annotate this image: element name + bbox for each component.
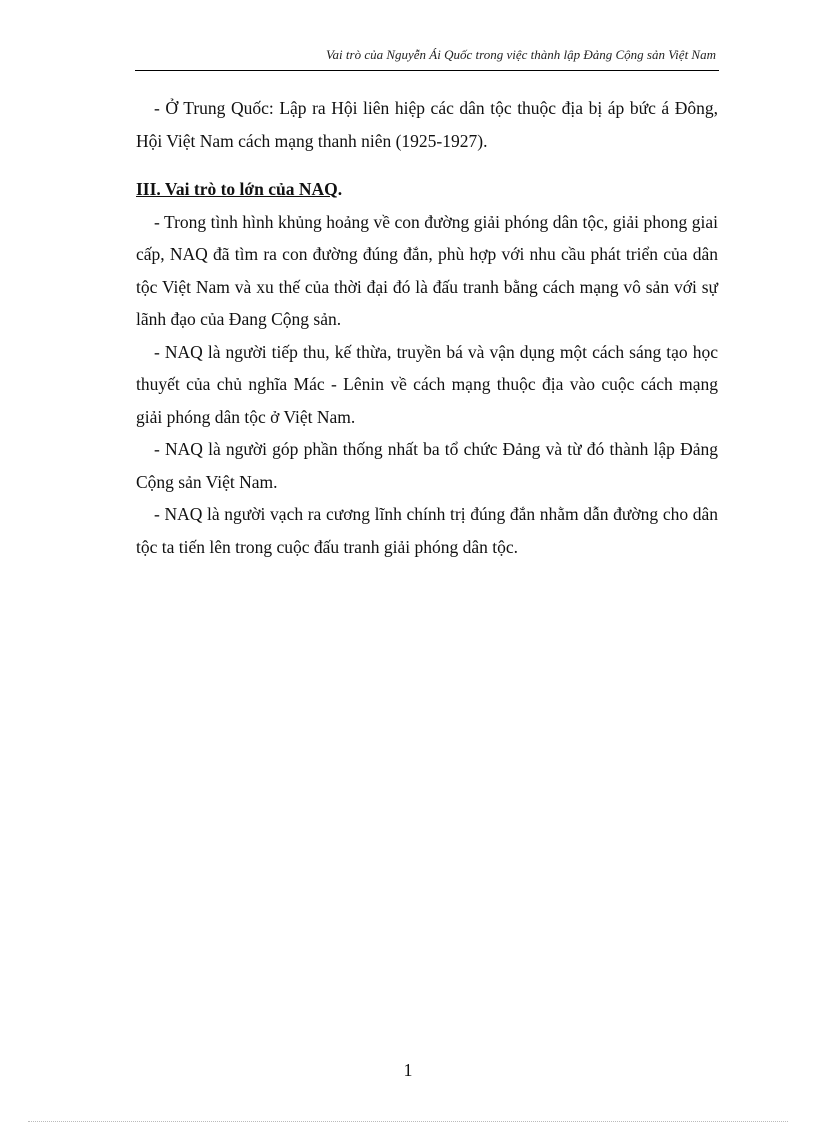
section-heading: [136, 173, 718, 206]
section-heading-text: III. Vai trò to lớn của NAQ: [136, 179, 338, 199]
paragraph-marxism-leninism: - NAQ là người tiếp thu, kế thừa, truyền bá và vận dụng một cách sáng tạo học thuyết của chủ nghĩa Mác - Lênin về cách mạng thuộc địa vào cuộc cách mạng giải phóng dân tộc ở Việt Nam.: [136, 341, 718, 427]
intro-paragraph: - Ở Trung Quốc: Lập ra Hội liên hiệp các dân tộc thuộc địa bị áp bức á Đông, Hội Việt Nam cách mạng thanh niên (1925-1927).: [136, 98, 718, 151]
page-bottom-border: [28, 1121, 788, 1122]
running-header: Vai trò của Nguyễn Ái Quốc trong việc thành lập Đảng Cộng sản Việt Nam: [326, 47, 716, 62]
section-heading-period: .: [337, 179, 343, 199]
header-rule: [135, 70, 719, 71]
paragraph-political-platform: - NAQ là người vạch ra cương lĩnh chính trị đúng đắn nhằm dẫn đường cho dân tộc ta tiến lên trong cuộc đấu tranh giải phóng dân tộc.: [136, 504, 718, 557]
document-body: [136, 92, 718, 563]
paragraph-path-to-liberation: - Trong tình hình khủng hoảng về con đường giải phóng dân tộc, giải phong giai cấp, NAQ đã tìm ra con đường đúng đắn, phù hợp với nhu cầu phát triển của dân tộc Việt Nam và xu thế của thời đại đó là đấu tranh bằng cách mạng vô sản với sự lãnh đạo của Đang Cộng sản.: [136, 211, 718, 329]
page-number: 1: [403, 1060, 413, 1080]
paragraph-party-unification: - NAQ là người góp phần thống nhất ba tổ chức Đảng và từ đó thành lập Đảng Cộng sản Việt Nam.: [136, 439, 718, 492]
